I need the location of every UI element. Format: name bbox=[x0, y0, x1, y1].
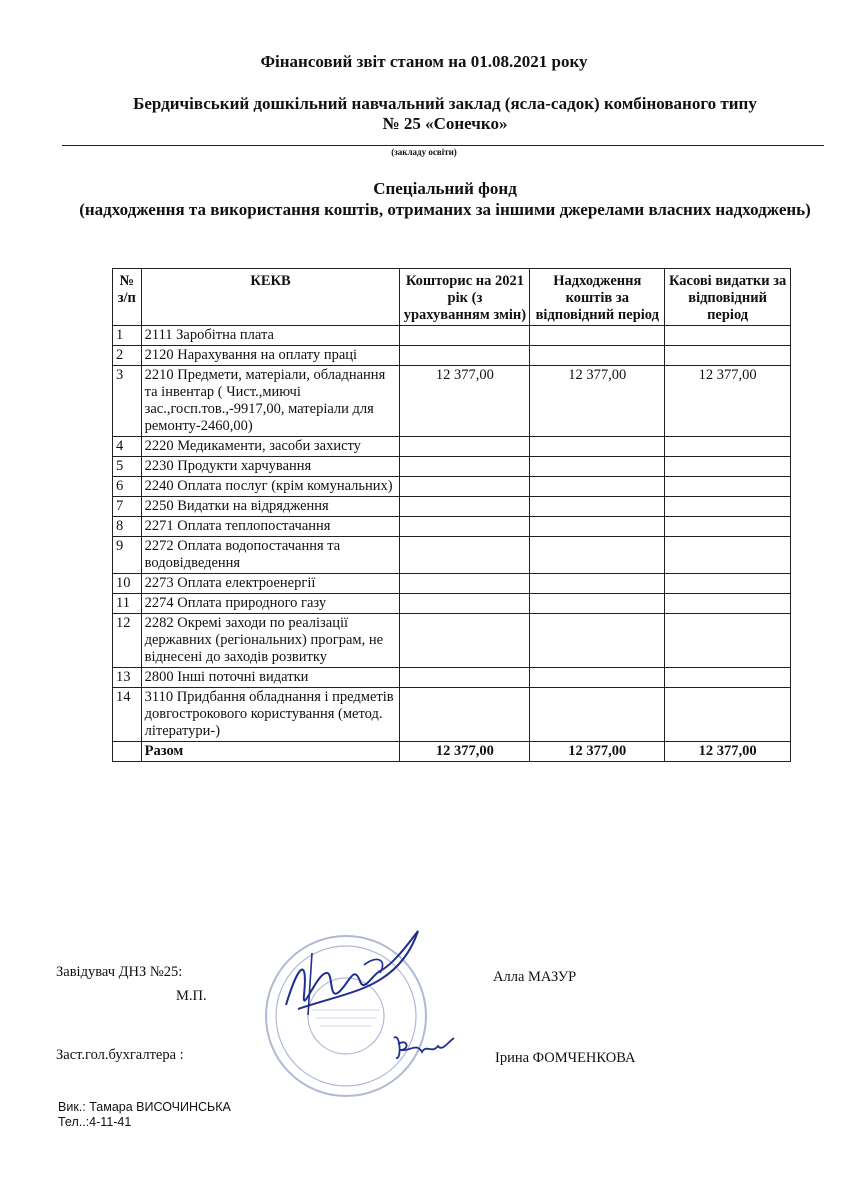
section-title: Спеціальний фонд bbox=[373, 179, 517, 198]
row-kekv-cell: 2240 Оплата послуг (крім комунальних) bbox=[141, 477, 400, 497]
header-num: № з/п bbox=[113, 269, 142, 326]
deputy-label: Заст.гол.бухгалтера : bbox=[56, 1047, 184, 1063]
row-estimate-cell bbox=[400, 437, 530, 457]
row-kekv-cell: 2272 Оплата водопостачання та водовідведення bbox=[141, 537, 400, 574]
total-num-cell bbox=[113, 742, 142, 762]
row-estimate-cell bbox=[400, 517, 530, 537]
row-expenses-cell bbox=[665, 437, 791, 457]
row-kekv-cell: 2230 Продукти харчування bbox=[141, 457, 400, 477]
row-estimate-cell bbox=[400, 497, 530, 517]
row-expenses-cell bbox=[665, 574, 791, 594]
finance-table bbox=[112, 268, 791, 762]
row-kekv-cell: 2220 Медикаменти, засоби захисту bbox=[141, 437, 400, 457]
total-receipts: 12 377,00 bbox=[530, 742, 665, 762]
head-signature bbox=[268, 925, 428, 1030]
row-kekv-cell: 2271 Оплата теплопостачання bbox=[141, 517, 400, 537]
organization-underline bbox=[62, 145, 824, 146]
row-num-cell: 12 bbox=[113, 614, 142, 668]
row-num-cell: 7 bbox=[113, 497, 142, 517]
row-num-cell: 13 bbox=[113, 668, 142, 688]
section-heading bbox=[60, 178, 830, 220]
row-estimate-cell bbox=[400, 668, 530, 688]
total-estimate: 12 377,00 bbox=[400, 742, 530, 762]
report-title: Фінансовий звіт станом на 01.08.2021 року bbox=[260, 52, 588, 71]
table-row bbox=[113, 594, 791, 614]
table-body bbox=[113, 326, 791, 742]
row-num-cell: 5 bbox=[113, 457, 142, 477]
organization-name-line1: Бердичівський дошкільний навчальний заклад (ясла-садок) комбінованого типу bbox=[133, 94, 757, 113]
total-label: Разом bbox=[141, 742, 400, 762]
stamp-place-label: М.П. bbox=[176, 988, 207, 1004]
deputy-signature bbox=[388, 1030, 460, 1066]
row-receipts-cell bbox=[530, 477, 665, 497]
row-estimate-cell bbox=[400, 326, 530, 346]
row-expenses-cell bbox=[665, 326, 791, 346]
header-kekv: КЕКВ bbox=[141, 269, 400, 326]
row-kekv-cell: 2120 Нарахування на оплату праці bbox=[141, 346, 400, 366]
row-expenses-cell: 12 377,00 bbox=[665, 366, 791, 437]
header-estimate: Кошторис на 2021 рік (з урахуванням змін) bbox=[400, 269, 530, 326]
table-row bbox=[113, 614, 791, 668]
row-expenses-cell bbox=[665, 614, 791, 668]
table-row bbox=[113, 366, 791, 437]
table-row bbox=[113, 688, 791, 742]
organization-name-line2: № 25 «Сонечко» bbox=[382, 114, 508, 133]
section-subtitle: (надходження та використання коштів, отриманих за іншими джерелами власних надходжень) bbox=[79, 200, 811, 219]
row-expenses-cell bbox=[665, 457, 791, 477]
row-kekv-cell: 2250 Видатки на відрядження bbox=[141, 497, 400, 517]
row-num-cell: 10 bbox=[113, 574, 142, 594]
row-expenses-cell bbox=[665, 594, 791, 614]
row-receipts-cell bbox=[530, 668, 665, 688]
row-receipts-cell bbox=[530, 346, 665, 366]
table-row bbox=[113, 346, 791, 366]
table-row bbox=[113, 574, 791, 594]
row-num-cell: 6 bbox=[113, 477, 142, 497]
row-estimate-cell bbox=[400, 537, 530, 574]
row-num-cell: 14 bbox=[113, 688, 142, 742]
row-expenses-cell bbox=[665, 497, 791, 517]
total-row bbox=[113, 742, 791, 762]
row-receipts-cell bbox=[530, 574, 665, 594]
table-row bbox=[113, 326, 791, 346]
head-label: Завідувач ДНЗ №25: bbox=[56, 964, 183, 980]
row-num-cell: 1 bbox=[113, 326, 142, 346]
row-kekv-cell: 2282 Окремі заходи по реалізації державних (регіональних) програм, не віднесені до заходів розвитку bbox=[141, 614, 400, 668]
header-receipts: Надходження коштів за відповідний період bbox=[530, 269, 665, 326]
row-expenses-cell bbox=[665, 517, 791, 537]
phone-line: Тел..:4-11-41 bbox=[58, 1115, 132, 1129]
organization-name bbox=[60, 94, 830, 134]
row-estimate-cell: 12 377,00 bbox=[400, 366, 530, 437]
row-expenses-cell bbox=[665, 346, 791, 366]
table-row bbox=[113, 497, 791, 517]
table-header-row bbox=[113, 269, 791, 326]
row-expenses-cell bbox=[665, 537, 791, 574]
row-expenses-cell bbox=[665, 668, 791, 688]
row-receipts-cell bbox=[530, 457, 665, 477]
row-estimate-cell bbox=[400, 346, 530, 366]
head-name: Алла МАЗУР bbox=[493, 969, 577, 985]
row-kekv-cell: 2800 Інші поточні видатки bbox=[141, 668, 400, 688]
row-receipts-cell bbox=[530, 437, 665, 457]
row-kekv-cell: 3110 Придбання обладнання і предметів довгострокового користування (метод. літератури-) bbox=[141, 688, 400, 742]
total-expenses: 12 377,00 bbox=[665, 742, 791, 762]
row-num-cell: 2 bbox=[113, 346, 142, 366]
row-num-cell: 11 bbox=[113, 594, 142, 614]
row-estimate-cell bbox=[400, 457, 530, 477]
row-receipts-cell bbox=[530, 614, 665, 668]
table-row bbox=[113, 537, 791, 574]
table-row bbox=[113, 477, 791, 497]
row-kekv-cell: 2210 Предмети, матеріали, обладнання та інвентар ( Чист.,миючі зас.,госп.тов.,-9917,00, матеріали для ремонту-2460,00) bbox=[141, 366, 400, 437]
deputy-name: Ірина ФОМЧЕНКОВА bbox=[495, 1050, 636, 1066]
row-num-cell: 3 bbox=[113, 366, 142, 437]
row-num-cell: 9 bbox=[113, 537, 142, 574]
row-expenses-cell bbox=[665, 477, 791, 497]
header-expenses: Касові видатки за відповідний період bbox=[665, 269, 791, 326]
row-receipts-cell bbox=[530, 688, 665, 742]
executor-line: Вик.: Тамара ВИСОЧИНСЬКА bbox=[58, 1100, 231, 1114]
row-estimate-cell bbox=[400, 688, 530, 742]
row-receipts-cell: 12 377,00 bbox=[530, 366, 665, 437]
row-receipts-cell bbox=[530, 537, 665, 574]
row-kekv-cell: 2273 Оплата електроенергії bbox=[141, 574, 400, 594]
row-receipts-cell bbox=[530, 497, 665, 517]
organization-caption: (закладу освіти) bbox=[391, 147, 457, 157]
row-expenses-cell bbox=[665, 688, 791, 742]
table-row bbox=[113, 668, 791, 688]
row-estimate-cell bbox=[400, 594, 530, 614]
table-row bbox=[113, 457, 791, 477]
row-receipts-cell bbox=[530, 517, 665, 537]
row-kekv-cell: 2111 Заробітна плата bbox=[141, 326, 400, 346]
row-receipts-cell bbox=[530, 594, 665, 614]
row-num-cell: 8 bbox=[113, 517, 142, 537]
table-row bbox=[113, 437, 791, 457]
row-estimate-cell bbox=[400, 477, 530, 497]
row-estimate-cell bbox=[400, 614, 530, 668]
row-num-cell: 4 bbox=[113, 437, 142, 457]
table-row bbox=[113, 517, 791, 537]
row-receipts-cell bbox=[530, 326, 665, 346]
row-estimate-cell bbox=[400, 574, 530, 594]
row-kekv-cell: 2274 Оплата природного газу bbox=[141, 594, 400, 614]
